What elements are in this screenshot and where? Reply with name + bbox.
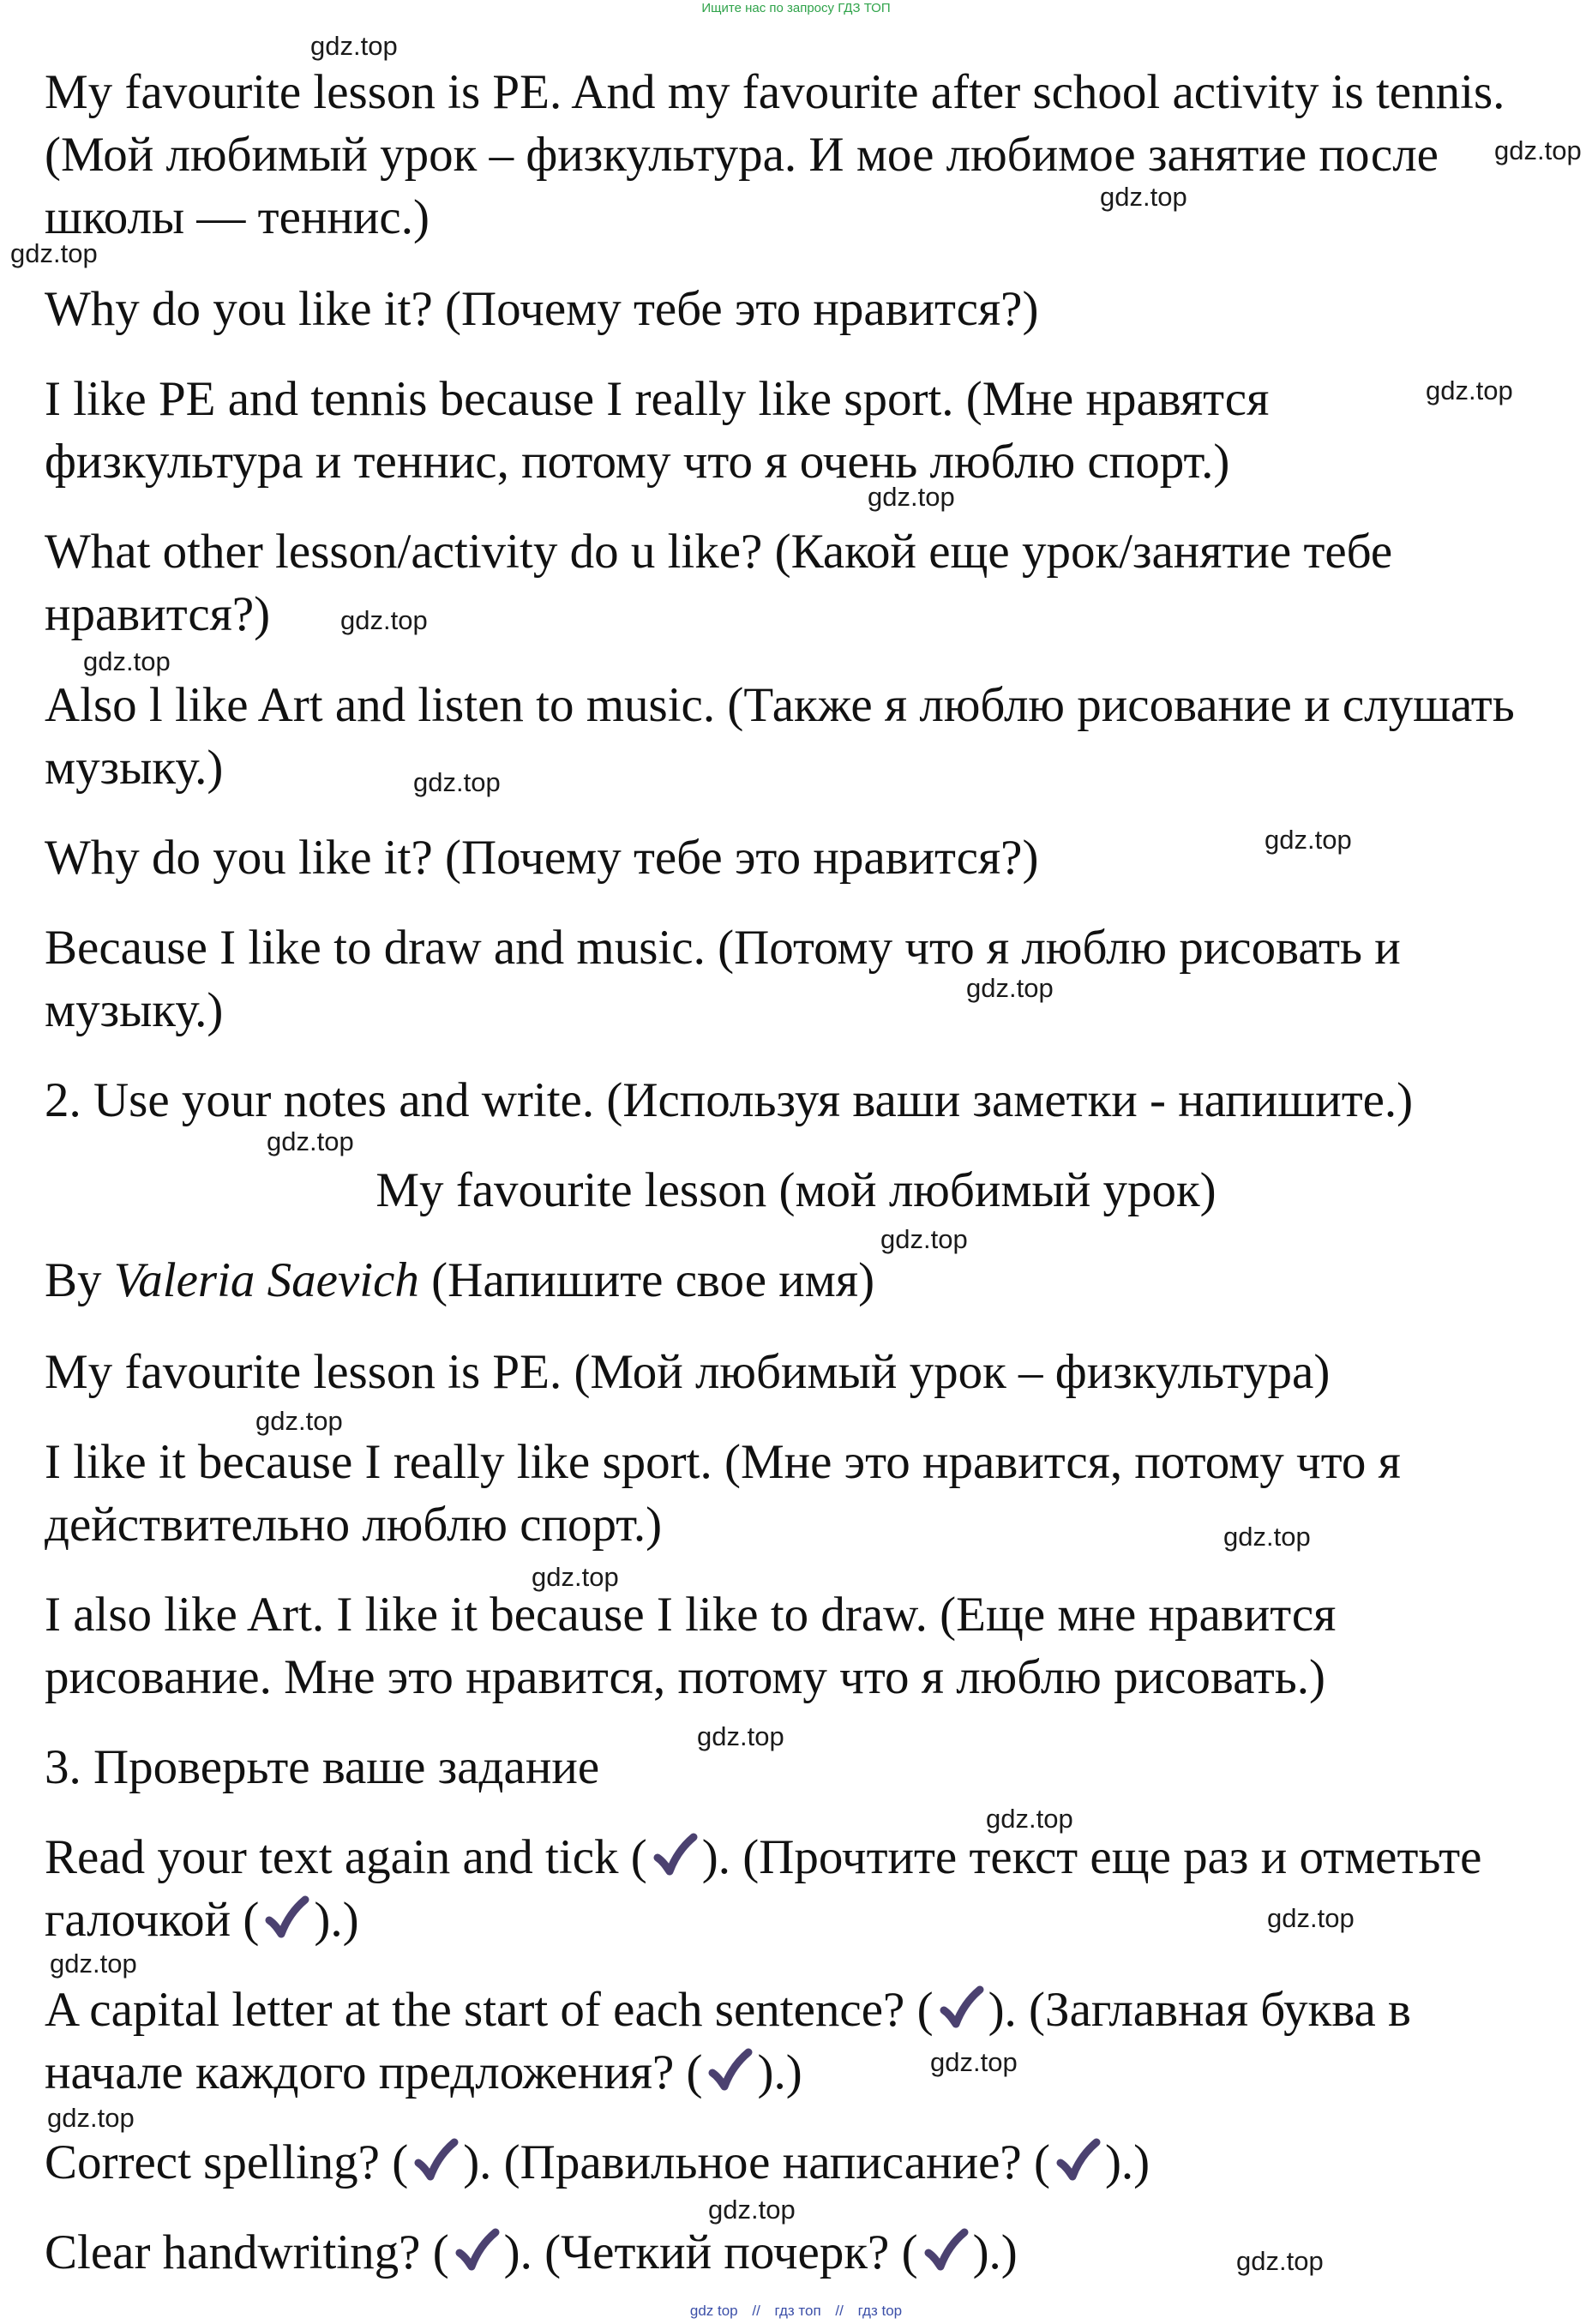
checkmark-icon (262, 1895, 310, 1943)
watermark: gdz.top (1223, 1522, 1311, 1552)
watermark: gdz.top (966, 973, 1054, 1003)
checklist-read-text: Read your text again and tick ( (45, 1830, 647, 1884)
watermark: gdz.top (930, 2047, 1018, 2077)
bottom-link-gdz-top-mixed[interactable]: гдз top (857, 2303, 903, 2319)
checklist-handwriting-close: ).) (972, 2225, 1018, 2279)
checklist-spelling-close: ).) (1104, 2135, 1150, 2189)
question-3: Why do you like it? (Почему тебе это нравится?) (45, 831, 1039, 885)
watermark: gdz.top (413, 767, 501, 797)
checkmark-icon (651, 1832, 699, 1880)
essay-line-3b: рисование. Мне это нравится, потому что я люблю рисовать.) (45, 1650, 1326, 1704)
watermark: gdz.top (267, 1126, 354, 1156)
question-1: Why do you like it? (Почему тебе это нравится?) (45, 282, 1039, 336)
checklist-read-translation: ). (Прочтите текст еще раз и отметьте (701, 1830, 1482, 1884)
essay-line-2a: I like it because I really like sport. (Мне это нравится, потому что я (45, 1435, 1401, 1489)
watermark: gdz.top (340, 605, 428, 635)
essay-line-2b: действительно люблю спорт.) (45, 1498, 663, 1552)
essay-line-3a: I also like Art. I like it because I like to draw. (Еще мне нравится (45, 1588, 1337, 1642)
checklist-spelling-text: Correct spelling? ( (45, 2135, 409, 2189)
paragraph-3-line-1: Also l like Art and listen to music. (Также я люблю рисование и слушать (45, 678, 1515, 732)
watermark: gdz.top (47, 2103, 135, 2133)
task-3-heading: 3. Проверьте ваше задание (45, 1740, 600, 1794)
watermark: gdz.top (1494, 135, 1582, 165)
watermark: gdz.top (1267, 1903, 1355, 1933)
checklist-spelling-translation: ). (Правильное написание? ( (463, 2135, 1050, 2189)
watermark: gdz.top (1265, 825, 1352, 855)
watermark: gdz.top (1100, 182, 1187, 212)
question-2-line-1: What other lesson/activity do u like? (Какой еще урок/занятие тебе (45, 525, 1393, 579)
checkmark-icon (453, 2227, 501, 2275)
question-2-line-2: нравится?) (45, 587, 271, 641)
paragraph-1-line-2: (Мой любимый урок – физкультура. И мое любимое занятие после (45, 128, 1439, 182)
watermark: gdz.top (697, 1721, 784, 1751)
paragraph-2-line-1: I like PE and tennis because I really like sport. (Мне нравятся (45, 372, 1270, 426)
checklist-capital-translation: ). (Заглавная буква в (988, 1983, 1411, 2037)
watermark: gdz.top (532, 1562, 619, 1592)
paragraph-1-line-1: My favourite lesson is PE. And my favourite after school activity is tennis. (45, 65, 1505, 119)
checklist-read-text-2: галочкой ( (45, 1893, 260, 1947)
essay-title: My favourite lesson (мой любимый урок) (375, 1163, 1217, 1217)
watermark: gdz.top (1236, 2246, 1324, 2276)
watermark: gdz.top (868, 482, 955, 512)
checklist-capital-text: A capital letter at the start of each sentence? ( (45, 1983, 934, 2037)
checklist-spelling (45, 2132, 1150, 2194)
essay-line-1: My favourite lesson is PE. (Мой любимый урок – физкультура) (45, 1345, 1331, 1399)
checklist-handwriting (45, 2222, 1018, 2284)
author-prefix: By (45, 1253, 114, 1307)
checklist-read-line-2 (45, 1889, 359, 1951)
watermark: gdz.top (986, 1804, 1073, 1834)
watermark: gdz.top (880, 1224, 968, 1254)
paragraph-2-line-2: физкультура и теннис, потому что я очень люблю спорт.) (45, 435, 1230, 489)
author-name: Valeria Saevich (113, 1253, 419, 1307)
bottom-links (0, 2302, 1592, 2321)
bottom-link-separator: // (752, 2303, 760, 2319)
top-banner[interactable]: Ищите нас по запросу ГДЗ ТОП (701, 1, 891, 15)
checkmark-icon (412, 2137, 460, 2185)
watermark: gdz.top (83, 646, 171, 676)
checklist-capital-text-2: начале каждого предложения? ( (45, 2045, 703, 2099)
checkmark-icon (937, 1985, 985, 2033)
author-line (45, 1250, 874, 1312)
checklist-handwriting-text: Clear handwriting? ( (45, 2225, 449, 2279)
watermark: gdz.top (708, 2195, 796, 2225)
watermark: gdz.top (1426, 375, 1513, 405)
paragraph-4-line-1: Because I like to draw and music. (Потому что я люблю рисовать и (45, 921, 1401, 975)
watermark: gdz.top (10, 238, 98, 268)
author-suffix: (Напишите свое имя) (418, 1253, 875, 1307)
checklist-capital-close: ).) (757, 2045, 802, 2099)
checkmark-icon (922, 2227, 970, 2275)
paragraph-1-line-3: школы — теннис.) (45, 190, 430, 244)
checklist-capital-line-2 (45, 2042, 802, 2104)
bottom-link-gdz-top-ru[interactable]: гдз топ (774, 2303, 821, 2319)
watermark: gdz.top (50, 1949, 137, 1979)
paragraph-4-line-2: музыку.) (45, 983, 224, 1037)
checklist-capital-line-1 (45, 1979, 1411, 2041)
bottom-link-gdz-top[interactable]: gdz top (689, 2303, 738, 2319)
checklist-handwriting-translation: ). (Четкий почерк? ( (503, 2225, 918, 2279)
checkmark-icon (706, 2047, 754, 2095)
bottom-link-separator: // (835, 2303, 844, 2319)
checklist-read-line-1 (45, 1827, 1481, 1889)
watermark: gdz.top (255, 1406, 343, 1436)
checklist-read-close: ).) (314, 1893, 359, 1947)
paragraph-3-line-2: музыку.) (45, 741, 224, 795)
task-2-heading: 2. Use your notes and write. (Используя ваши заметки - напишите.) (45, 1073, 1414, 1127)
checkmark-icon (1054, 2137, 1102, 2185)
watermark: gdz.top (310, 31, 398, 61)
